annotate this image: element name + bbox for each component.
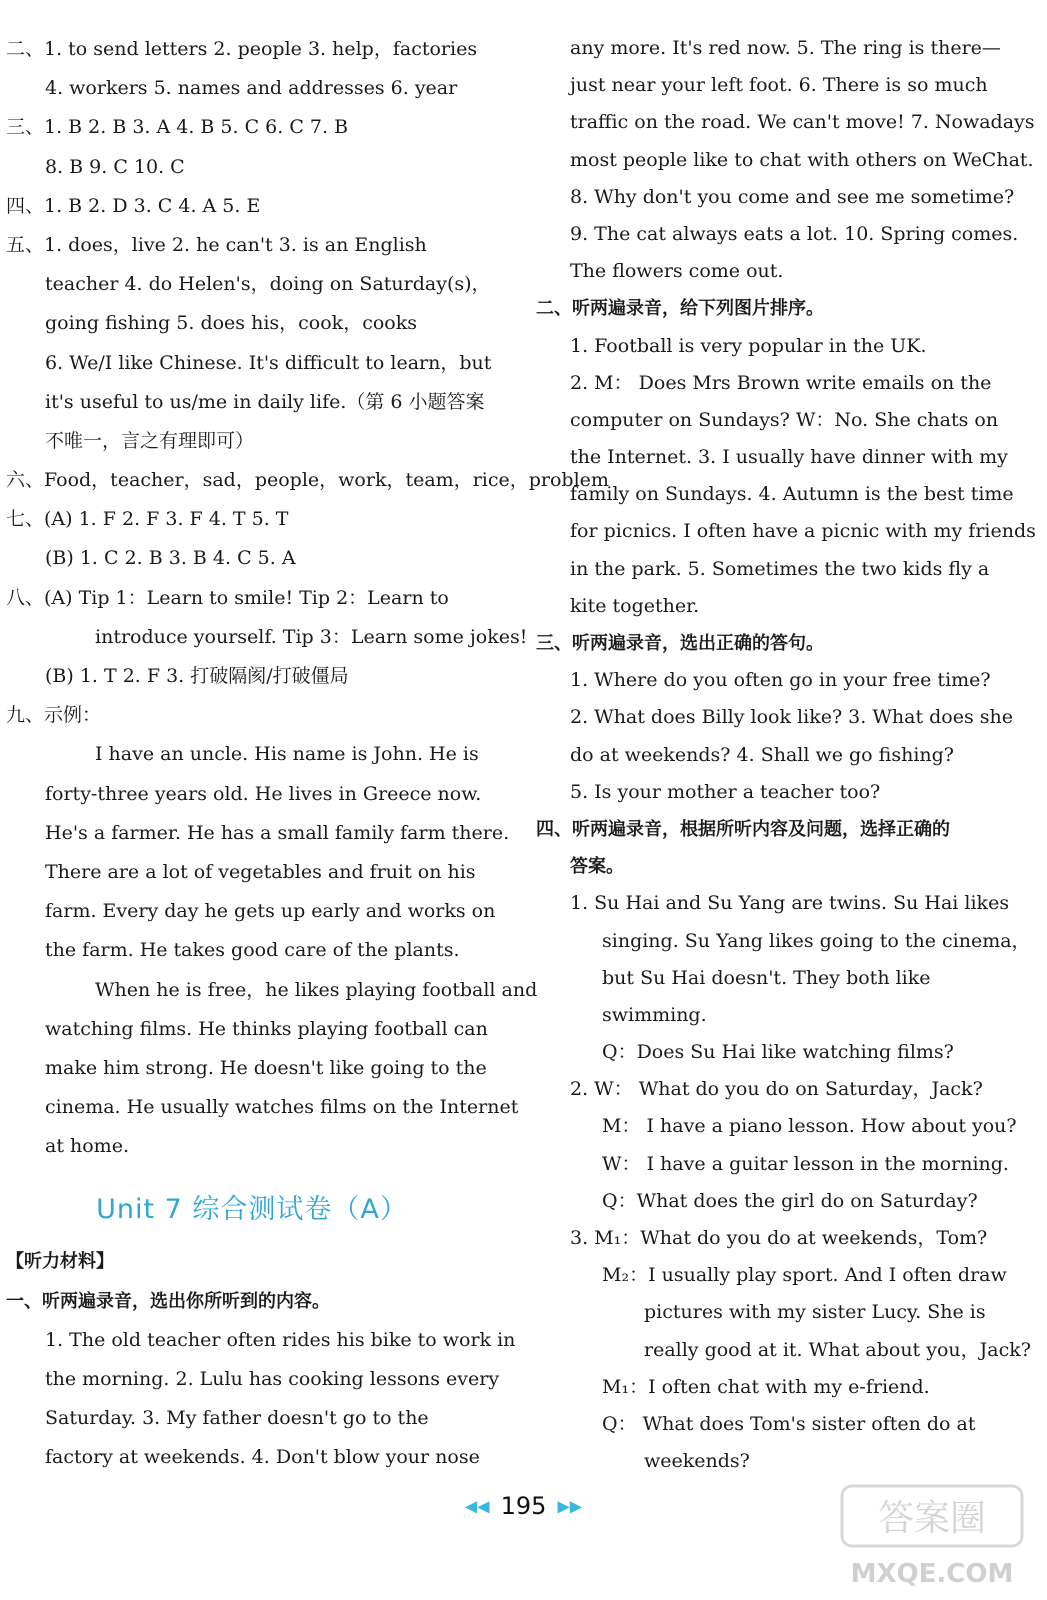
text-line: 4. workers 5. names and addresses 6. year: [45, 77, 458, 100]
text-line: 1. Where do you often go in your free time?: [570, 669, 991, 692]
text-line: 二、听两遍录音，给下列图片排序。: [536, 298, 824, 320]
text-line: Saturday. 3. My father doesn't go to the: [45, 1407, 429, 1430]
text-line: in the park. 5. Sometimes the two kids fly a: [570, 557, 990, 580]
text-line: any more. It's red now. 5. The ring is there—: [570, 37, 1001, 59]
text-line: There are a lot of vegetables and fruit on his: [45, 860, 476, 883]
page-number: 195: [500, 1492, 547, 1520]
text-line: 1. The old teacher often rides his bike to work in: [45, 1328, 516, 1351]
text-line: I have an uncle. His name is John. He is: [95, 743, 479, 766]
text-line: 【听力材料】: [6, 1251, 114, 1273]
text-line: Q： What does Tom's sister often do at: [602, 1412, 976, 1435]
text-line: 四、1. B 2. D 3. C 4. A 5. E: [6, 194, 261, 217]
text-line: but Su Hai doesn't. They both like: [602, 966, 931, 989]
text-line: farm. Every day he gets up early and works on: [45, 900, 496, 923]
text-line: most people like to chat with others on WeChat.: [570, 148, 1034, 171]
text-line: 2. M： Does Mrs Brown write emails on the: [570, 371, 992, 394]
text-line: for picnics. I often have a picnic with my friends: [570, 520, 1036, 543]
next-arrows-icon: ▶▶: [557, 1496, 583, 1516]
text-line: 四、听两遍录音，根据所听内容及问题，选择正确的: [536, 818, 950, 840]
text-line: (B) 1. T 2. F 3. 打破隔阂/打破僵局: [45, 665, 349, 687]
text-line: 九、示例：: [6, 704, 102, 727]
text-line: 六、Food，teacher，sad，people，work，team，rice，problem: [6, 469, 609, 492]
text-line: do at weekends? 4. Shall we go fishing?: [570, 743, 954, 766]
text-line: the Internet. 3. I usually have dinner with my: [570, 446, 1008, 469]
watermark-logo: [832, 1478, 1032, 1593]
text-line: Q：What does the girl do on Saturday?: [602, 1189, 978, 1212]
text-line: M₂：I usually play sport. And I often draw: [602, 1264, 1007, 1287]
text-line: 二、1. to send letters 2. people 3. help，factories: [6, 38, 478, 60]
text-line: computer on Sundays? W：No. She chats on: [570, 408, 999, 431]
left-column: [6, 30, 609, 1478]
text-line: 3. M₁：What do you do at weekends，Tom?: [570, 1227, 988, 1249]
text-line: singing. Su Yang likes going to the cinema，: [602, 929, 1031, 952]
text-line: teacher 4. do Helen's，doing on Saturday(s)，: [45, 273, 491, 296]
text-line: 2. W： What do you do on Saturday，Jack?: [570, 1078, 983, 1101]
text-line: 答案。: [570, 856, 624, 878]
text-line: M₁：I often chat with my e-friend.: [602, 1375, 930, 1398]
text-line: 七、(A) 1. F 2. F 3. F 4. T 5. T: [6, 508, 289, 531]
text-line: make him strong. He doesn't like going to the: [45, 1056, 487, 1079]
text-line: 三、听两遍录音，选出正确的答句。: [536, 633, 824, 654]
text-line: it's useful to us/me in daily life.（第 6 小题答案: [45, 390, 485, 413]
text-line: 9. The cat always eats a lot. 10. Spring comes.: [570, 222, 1019, 245]
text-line: (B) 1. C 2. B 3. B 4. C 5. A: [45, 547, 296, 570]
text-line: traffic on the road. We can't move! 7. Nowadays: [570, 111, 1035, 134]
prev-arrows-icon: ◀◀: [464, 1496, 490, 1516]
text-line: 不唯一，言之有理即可）: [45, 429, 255, 452]
watermark-bottom-text: MXQE.COM: [850, 1559, 1014, 1589]
text-line: M： I have a piano lesson. How about you?: [602, 1115, 1017, 1138]
text-line: 5. Is your mother a teacher too?: [570, 780, 881, 803]
text-line: watching films. He thinks playing football can: [45, 1017, 488, 1040]
text-line: at home.: [45, 1135, 129, 1158]
text-line: forty-three years old. He lives in Greece now.: [45, 782, 482, 805]
text-line: family on Sundays. 4. Autumn is the best time: [570, 483, 1014, 506]
text-line: 8. Why don't you come and see me sometime?: [570, 185, 1015, 208]
text-line: the farm. He takes good care of the plants.: [45, 939, 460, 962]
text-line: W： I have a guitar lesson in the morning.: [602, 1152, 1009, 1175]
text-line: swimming.: [602, 1003, 707, 1026]
text-line: pictures with my sister Lucy. She is: [644, 1301, 986, 1324]
right-column: [536, 30, 1036, 1480]
text-line: 6. We/I like Chinese. It's difficult to learn，but: [45, 351, 492, 374]
text-line: 三、1. B 2. B 3. A 4. B 5. C 6. C 7. B: [6, 116, 349, 139]
watermark-top-text: 答案圈: [877, 1498, 987, 1539]
text-line: really good at it. What about you，Jack?: [644, 1338, 1031, 1361]
text-line: the morning. 2. Lulu has cooking lessons every: [45, 1368, 500, 1390]
text-line: introduce yourself. Tip 3：Learn some jokes!: [95, 625, 528, 648]
text-line: factory at weekends. 4. Don't blow your nose: [45, 1446, 480, 1469]
text-line: 1. Su Hai and Su Yang are twins. Su Hai likes: [570, 892, 1010, 915]
text-line: 五、1. does，live 2. he can't 3. is an English: [6, 233, 427, 256]
text-line: cinema. He usually watches films on the Internet: [45, 1096, 519, 1119]
text-line: He's a farmer. He has a small family farm there.: [45, 821, 510, 844]
text-line: 一、听两遍录音，选出你所听到的内容。: [6, 1290, 330, 1312]
text-line: Q：Does Su Hai like watching films?: [602, 1041, 954, 1064]
text-line: 8. B 9. C 10. C: [45, 155, 185, 178]
text-line: 八、(A) Tip 1：Learn to smile! Tip 2：Learn to: [6, 586, 449, 609]
text-line: kite together.: [570, 594, 700, 617]
text-line: going fishing 5. does his，cook，cooks: [45, 312, 417, 335]
text-line: 2. What does Billy look like? 3. What does she: [570, 706, 1013, 729]
text-line: just near your left foot. 6. There is so much: [570, 74, 988, 97]
unit-title: Unit 7 综合测试卷（A）: [96, 1194, 408, 1226]
text-line: 1. Football is very popular in the UK.: [570, 334, 927, 357]
text-line: When he is free，he likes playing football and: [95, 978, 538, 1001]
text-line: weekends?: [644, 1450, 750, 1473]
text-line: The flowers come out.: [570, 260, 784, 283]
